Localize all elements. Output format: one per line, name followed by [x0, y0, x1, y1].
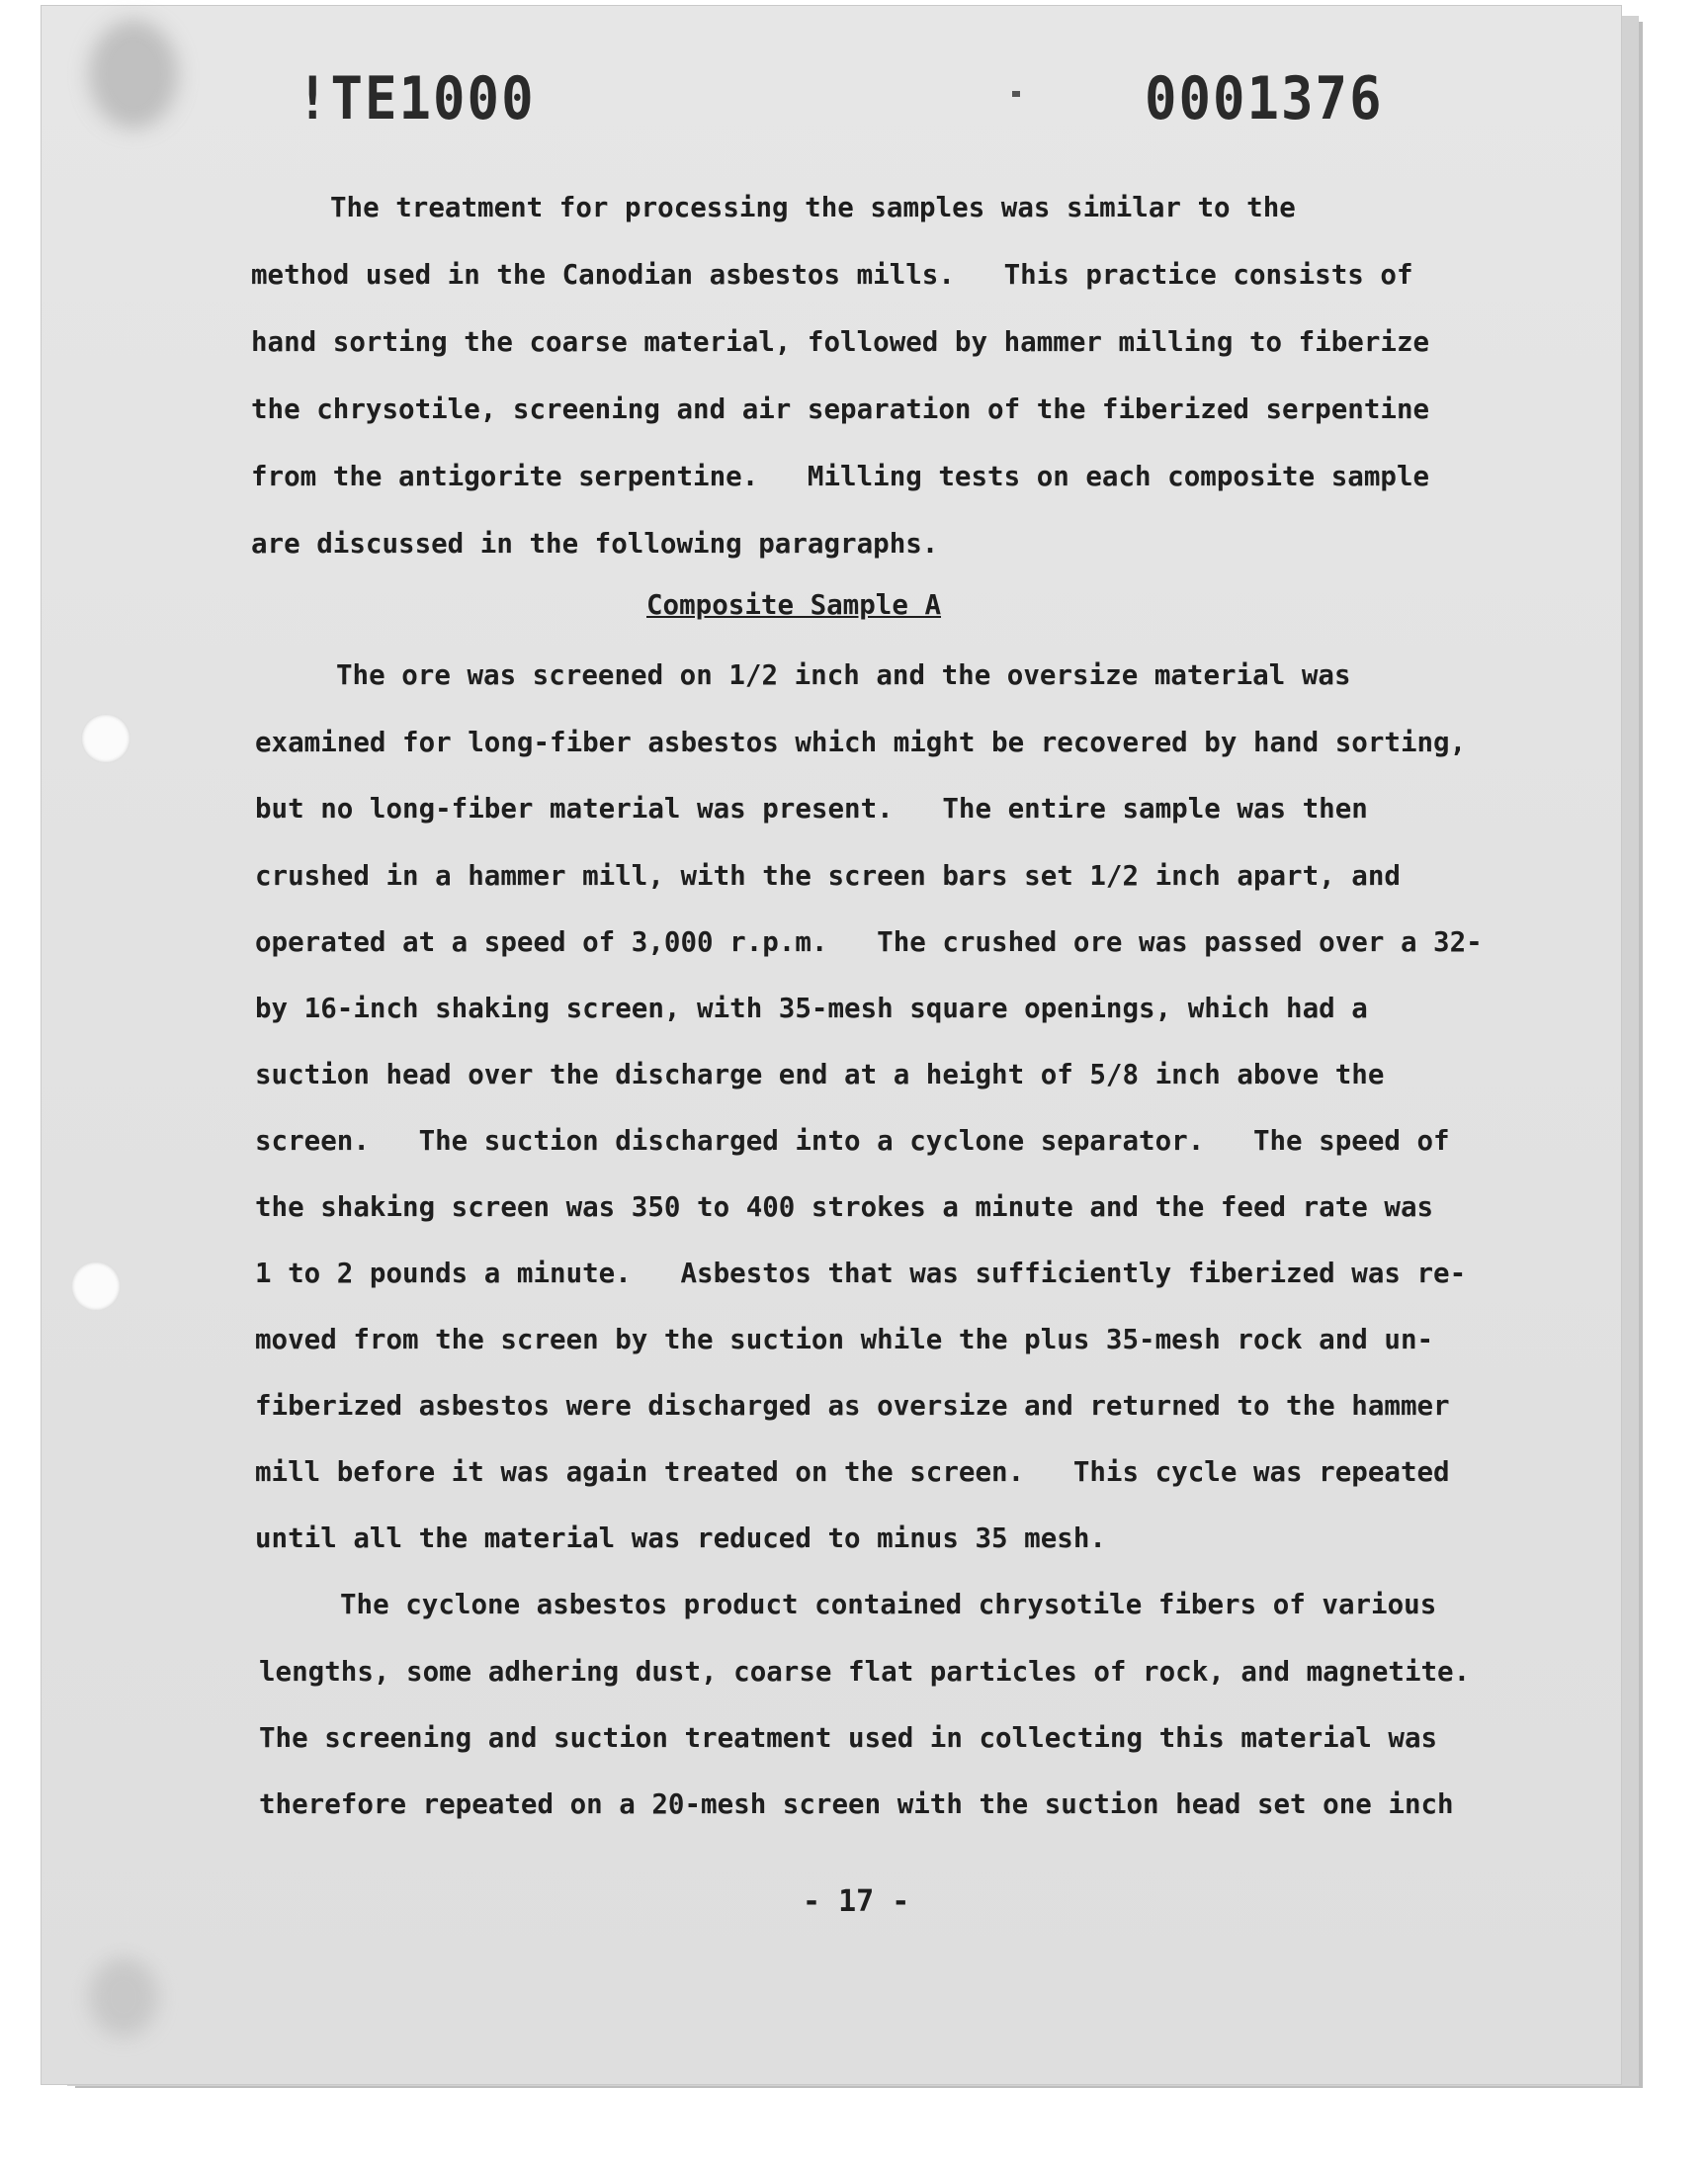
punch-hole	[71, 1262, 121, 1311]
text-line: The cyclone asbestos product contained chrysotile fibers of various	[340, 1589, 1437, 1620]
text-line: moved from the screen by the suction while the plus 35-mesh rock and un-	[255, 1324, 1434, 1355]
text-line: examined for long-fiber asbestos which might be recovered by hand sorting,	[255, 727, 1467, 758]
text-line: by 16-inch shaking screen, with 35-mesh square openings, which had a	[255, 993, 1368, 1024]
page-number: - 17 -	[803, 1884, 910, 1919]
text-line: therefore repeated on a 20-mesh screen with the suction head set one inch	[259, 1788, 1454, 1820]
text-line: operated at a speed of 3,000 r.p.m. The crushed ore was passed over a 32-	[255, 926, 1483, 958]
text-line: The treatment for processing the samples was similar to the	[330, 192, 1296, 223]
text-line: 1 to 2 pounds a minute. Asbestos that was sufficiently fiberized was re-	[255, 1258, 1467, 1289]
text-line: the chrysotile, screening and air separation of the fiberized serpentine	[251, 393, 1430, 425]
smudge-mark	[89, 20, 178, 129]
text-line: screen. The suction discharged into a cyclone separator. The speed of	[255, 1125, 1450, 1157]
text-line: the shaking screen was 350 to 400 strokes a minute and the feed rate was	[255, 1191, 1434, 1223]
stray-mark	[1012, 91, 1020, 97]
smudge-mark	[89, 1958, 158, 2037]
text-line: are discussed in the following paragraphs.	[251, 528, 939, 560]
text-line: The ore was screened on 1/2 inch and the oversize material was	[336, 659, 1351, 691]
text-line: but no long-fiber material was present. The entire sample was then	[255, 793, 1368, 825]
document-sheet	[42, 6, 1621, 2084]
text-line: mill before it was again treated on the screen. This cycle was repeated	[255, 1456, 1450, 1488]
punch-hole	[81, 714, 130, 763]
section-heading: Composite Sample A	[646, 589, 942, 621]
text-line: fiberized asbestos were discharged as oversize and returned to the hammer	[255, 1390, 1450, 1422]
document-stamp-right: 0001376	[1145, 63, 1384, 133]
document-stamp-left: !TE1000	[297, 63, 536, 133]
text-line: suction head over the discharge end at a height of 5/8 inch above the	[255, 1059, 1385, 1090]
text-line: The screening and suction treatment used in collecting this material was	[259, 1722, 1438, 1754]
text-line: method used in the Canodian asbestos mills. This practice consists of	[251, 259, 1413, 291]
text-line: lengths, some adhering dust, coarse flat particles of rock, and magnetite.	[259, 1656, 1471, 1688]
text-line: crushed in a hammer mill, with the screen bars set 1/2 inch apart, and	[255, 860, 1401, 892]
text-line: hand sorting the coarse material, followed by hammer milling to fiberize	[251, 326, 1430, 358]
text-line: until all the material was reduced to minus 35 mesh.	[255, 1522, 1106, 1554]
text-line: from the antigorite serpentine. Milling tests on each composite sample	[251, 461, 1430, 492]
